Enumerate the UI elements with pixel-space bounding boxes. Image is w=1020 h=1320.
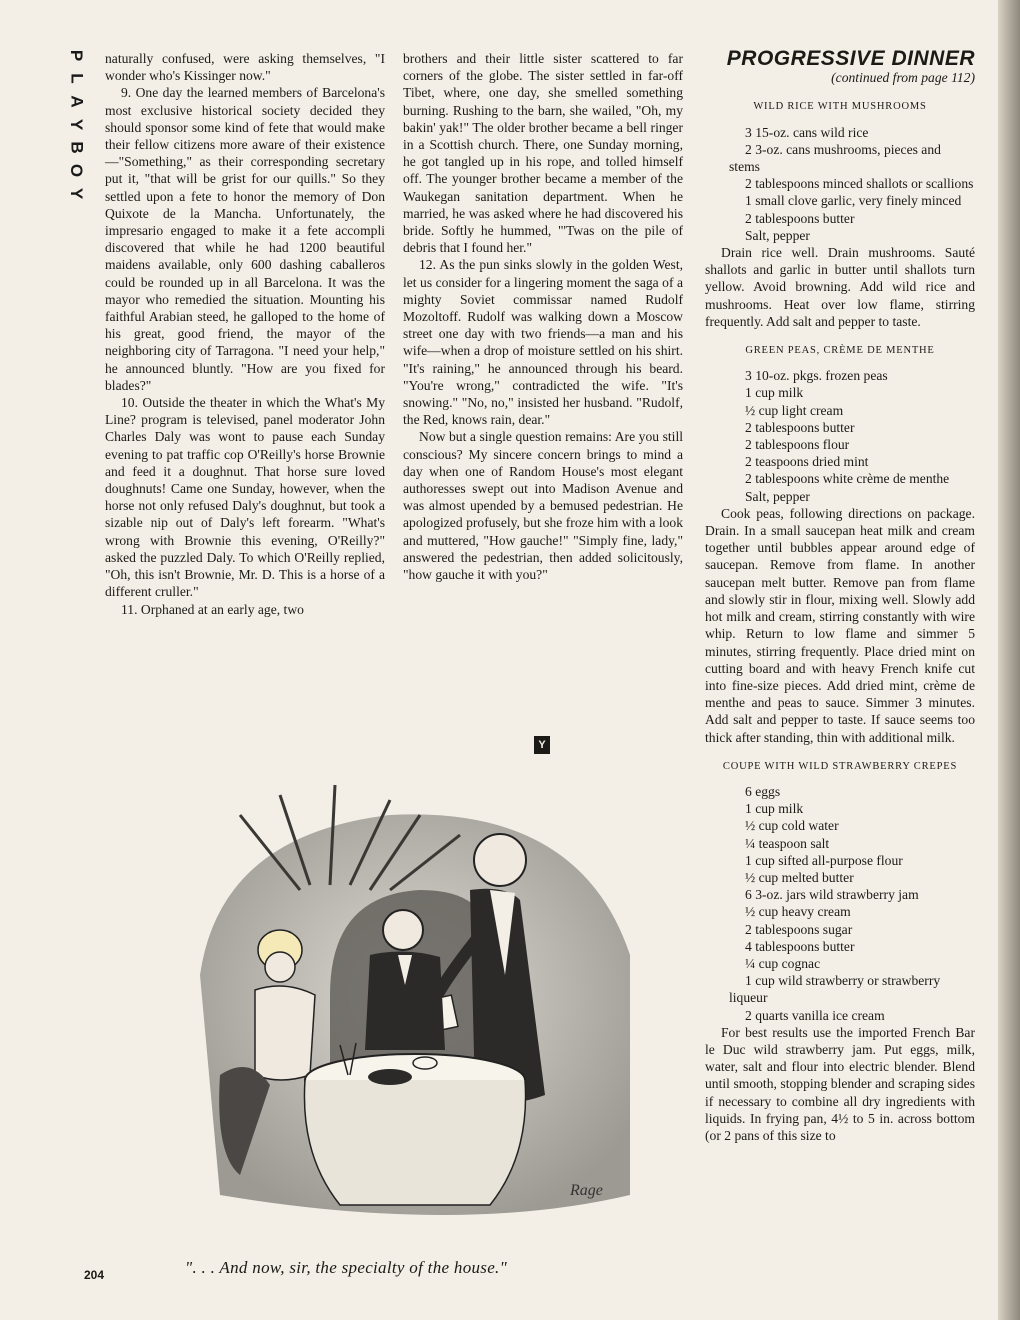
paragraph: brothers and their little sister scattered to far corners of the globe. The sister settled in far-off Tibet, where, one day, she smelled something burning. Rushing to the barn, she wailed, "Oh, my bakin' yak!" The older brother became a bell ringer in a Scottish church. There, one Sunday morning, he got tangled up in his rope, and tolled himself off. The younger brother became a member of the Waukegan sanitation department. When he married, he was asked where he had discovered his bride. Softly he hummed, "'Twas on the pile of debris that I found her." <box>403 51 683 256</box>
ingredient: 2 tablespoons butter <box>745 210 855 226</box>
ingredient: ¼ teaspoon salt <box>745 835 830 851</box>
article-headline: PROGRESSIVE DINNER <box>726 47 975 70</box>
ingredient: Salt, pepper <box>745 227 810 243</box>
ingredient: 3 10-oz. pkgs. frozen peas <box>745 368 888 384</box>
masthead-letter: Y <box>67 118 87 131</box>
ingredient: 1 cup milk <box>745 385 804 401</box>
paragraph: 12. As the pun sinks slowly in the golden West, let us consider for a lingering moment the saga of a mighty Soviet commissar named Rudolf Mozoltoff. Rudolf was walking down a Moscow street one day with two friends—a man and his wife—when a drop of moisture settled on his shirt. "It's raining," he announced through his beard. "You're wrong," contradicted the wife. "It's snowing." "No, no," insisted her husband. "Rudolf, the Red, knows rain, dear." <box>403 257 683 428</box>
ingredient: ½ cup cold water <box>745 818 839 834</box>
recipe-directions: Cook peas, following directions on package. Drain. In a small saucepan heat milk and cream together until bubbles appear around edge of saucepan. Remove from flame. In another saucepan melt butter. Remove pan from flame and slowly stir in flour, mixing well. Slowly add hot milk and cream, stirring constantly with wire whip. Return to low flame and simmer 5 minutes, stirring frequently. Place dried mint on cutting board and with heavy French knife cut into fine-size pieces. Add dried mint, crème de menthe and peas to sauce. Simmer 3 minutes. Add salt and pepper to taste. If sauce seems too thick after standing, thin with additional milk. <box>705 505 975 745</box>
ingredient: ½ cup heavy cream <box>745 904 851 920</box>
restaurant-table <box>304 1043 525 1205</box>
column-1 <box>105 50 385 618</box>
paragraph: 9. One day the learned members of Barcelona's most exclusive historical society decided they should sponsor some kind of fete that would make their fellow citizens more aware of their existence—"Something," as their corresponding secretary put it, "that will be grist for our quills." So they settled upon a fete to honor the memory of Don Quixote de la Mancha. Unfortunately, the impresario engaged to make it a fete accompli discovered that while he had 1200 beautiful maidens available, only 600 dashing caballeros could be rounded up in all Barcelona. It was the mayor who remedied the situation. Mounting his faithful Arabian steed, he galloped to the home of his great, good friend, the mayor of the neighboring city of Tarragona. "I need your help," he announced bluntly. "How are you fixed for blades?" <box>105 85 385 393</box>
masthead <box>64 44 90 205</box>
end-mark-icon: Y <box>534 736 550 754</box>
ingredient: 2 tablespoons flour <box>745 437 850 453</box>
artist-signature: Rage <box>570 1182 603 1199</box>
masthead-letter: A <box>67 95 87 108</box>
column-2 <box>403 50 683 583</box>
recipe-directions: Drain rice well. Drain mushrooms. Sauté shallots and garlic in butter until shallots turn yellow. Avoid browning. Add wild rice and mushrooms. Heat over low flame, stirring frequently. Add salt and pepper to taste. <box>705 245 975 329</box>
ingredient: 1 cup wild strawberry or strawberry liqueur <box>729 973 941 1006</box>
ingredient: 2 tablespoons butter <box>745 419 855 435</box>
ingredient: ½ cup melted butter <box>745 869 854 885</box>
page-edge <box>998 0 1020 1320</box>
recipe-title: COUPE WITH WILD STRAWBERRY CREPES <box>722 760 958 772</box>
ingredient: 2 3-oz. cans mushrooms, pieces and stems <box>729 141 941 175</box>
ingredient: 1 small clove garlic, very finely minced <box>745 193 962 209</box>
masthead-letter: L <box>67 73 87 84</box>
ingredient: 1 cup milk <box>745 801 804 817</box>
paragraph: naturally confused, were asking themselves, "I wonder who's Kissinger now." <box>105 51 385 84</box>
paragraph: 11. Orphaned at an early age, two <box>121 601 304 617</box>
ingredient: 2 teaspoons dried mint <box>745 454 869 470</box>
ingredient: ¼ cup cognac <box>745 955 821 971</box>
recipe-title: WILD RICE WITH MUSHROOMS <box>753 101 927 113</box>
ingredient: 3 15-oz. cans wild rice <box>745 124 869 140</box>
paragraph: Now but a single question remains: Are you still conscious? My sincere concern brings to mind a day when one of Random House's most elegant authoresses swept out into Madison Avenue and was almost upended by a bemused pedestrian. He apologized profusely, but she froze him with a look and muttered, "How gauche!" "Simply fine, lady," answered the pedestrian, then added solicitously, "how gauche it with you?" <box>403 429 683 583</box>
ingredient: 6 3-oz. jars wild strawberry jam <box>745 887 919 903</box>
page-number: 204 <box>84 1268 105 1282</box>
ingredient: 1 cup sifted all-purpose flour <box>745 852 903 868</box>
ingredient: 2 tablespoons white crème de menthe <box>745 471 950 487</box>
ingredient-list <box>705 783 975 1024</box>
ingredient: 6 eggs <box>745 783 781 799</box>
ingredient-list <box>705 367 975 505</box>
masthead-letter: O <box>67 163 87 178</box>
masthead-letter: Y <box>67 187 87 200</box>
recipe-directions: For best results use the imported French Bar le Duc wild strawberry jam. Put eggs, milk, water, salt and flour into electric blender. Blend until smooth, stopping blender and scraping sides if necessary to combine all dry ingredients with liquids. In frying pan, 4½ to 5 in. across bottom (or 2 pans of this size to <box>705 1024 975 1143</box>
recipe-title: GREEN PEAS, CRÈME DE MENTHE <box>745 345 935 357</box>
cartoon-illustration <box>160 775 700 1245</box>
ingredient: ½ cup light cream <box>745 402 844 418</box>
ingredient: 2 quarts vanilla ice cream <box>745 1007 885 1023</box>
ingredient-list <box>705 124 975 244</box>
masthead-letter: P <box>67 49 87 62</box>
paragraph: 10. Outside the theater in which the What's My Line? program is televised, panel moderator John Charles Daly was wont to pause each Sunday evening to pat traffic cop O'Reilly's horse Brownie and feed it a doughnut. That horse sure loved doughnuts! Came one Sunday, however, when the horse not only refused Daly's doughnut, but took a sizable nip out of Daly's left forearm. "What's wrong with Brownie this evening, O'Reilly?" asked the puzzled Daly. To which O'Reilly replied, "Oh, this isn't Brownie, Mr. D. This is a horse of a different cruller." <box>105 395 385 600</box>
masthead-letter: B <box>67 141 87 154</box>
ingredient: 2 tablespoons sugar <box>745 921 853 937</box>
column-3 <box>705 47 975 1144</box>
cartoon-caption: ". . . And now, sir, the specialty of the house." <box>185 1258 508 1277</box>
ingredient: Salt, pepper <box>745 488 810 504</box>
ingredient: 2 tablespoons minced shallots or scallions <box>745 176 974 192</box>
ingredient: 4 tablespoons butter <box>745 938 855 954</box>
continued-note: (continued from page 112) <box>831 70 975 86</box>
